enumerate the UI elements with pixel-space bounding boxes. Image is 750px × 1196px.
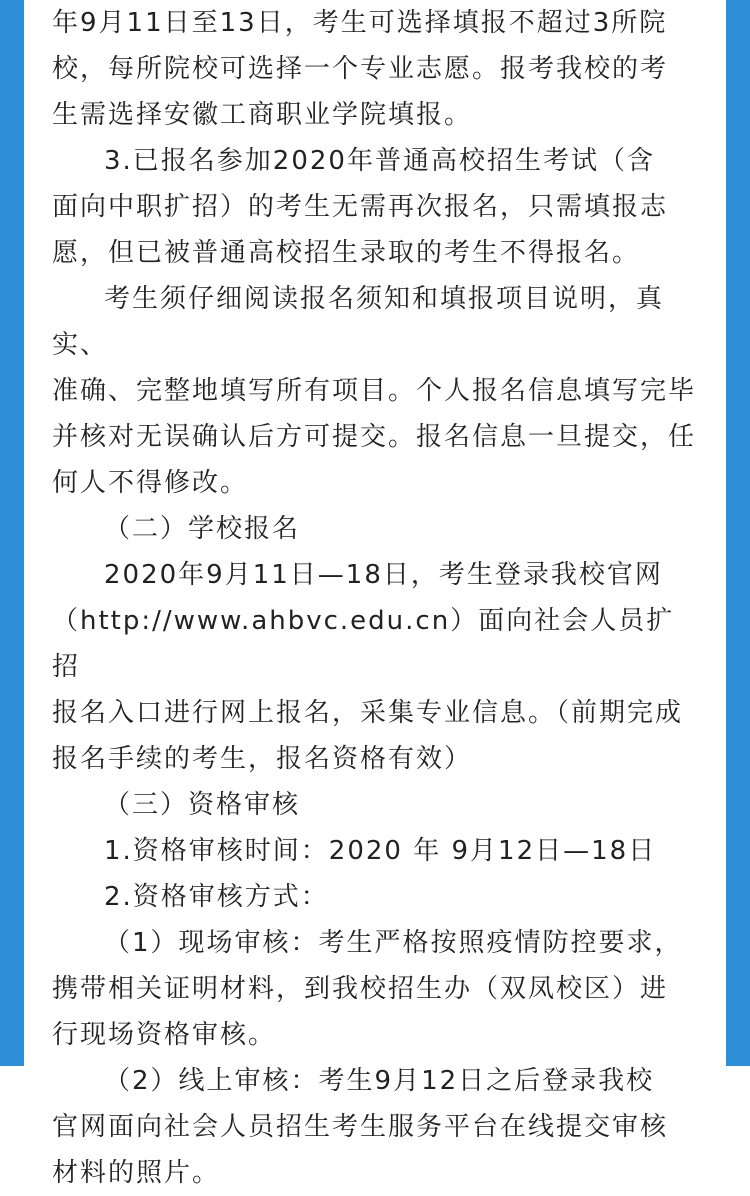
line-14: 报名入口进行网上报名，采集专业信息。（前期完成 bbox=[52, 698, 684, 728]
line-4: 3.已报名参加2020年普通高校招生考试（含 bbox=[104, 146, 655, 176]
line-22: （2）线上审核：考生9月12日之后登录我校 bbox=[104, 1066, 655, 1096]
line-18: 2.资格审核方式： bbox=[104, 882, 329, 912]
line-21: 行现场资格审核。 bbox=[52, 1020, 277, 1050]
line-15: 报名手续的考生，报名资格有效） bbox=[52, 744, 473, 774]
line-8: 准确、完整地填写所有项目。个人报名信息填写完毕 bbox=[52, 376, 697, 406]
line-24: 材料的照片。 bbox=[52, 1158, 221, 1188]
line-7: 考生须仔细阅读报名须知和填报项目说明，真实、 bbox=[52, 284, 665, 360]
section-heading-qualification-review: （三）资格审核 bbox=[104, 790, 301, 820]
line-20: 携带相关证明材料，到我校招生办（双凤校区）进 bbox=[52, 974, 669, 1004]
line-9: 并核对无误确认后方可提交。报名信息一旦提交，任 bbox=[52, 422, 697, 452]
line-2: 校，每所院校可选择一个专业志愿。报考我校的考 bbox=[52, 54, 669, 84]
line-13-url: （http://www.ahbvc.edu.cn）面向社会人员扩招 bbox=[52, 606, 675, 682]
article-body bbox=[52, 0, 702, 1188]
line-17: 1.资格审核时间：2020 年 9月12日—18日 bbox=[104, 836, 657, 866]
line-1: 年9月11日至13日，考生可选择填报不超过3所院 bbox=[52, 8, 668, 38]
line-10: 何人不得修改。 bbox=[52, 468, 249, 498]
right-border bbox=[726, 0, 750, 1066]
line-3: 生需选择安徽工商职业学院填报。 bbox=[52, 100, 473, 130]
line-19: （1）现场审核：考生严格按照疫情防控要求， bbox=[104, 928, 683, 958]
section-heading-school-registration: （二）学校报名 bbox=[104, 514, 301, 544]
line-6: 愿，但已被普通高校招生录取的考生不得报名。 bbox=[52, 238, 641, 268]
line-12: 2020年9月11日—18日，考生登录我校官网 bbox=[104, 560, 663, 590]
line-5: 面向中职扩招）的考生无需再次报名，只需填报志 bbox=[52, 192, 669, 222]
line-23: 官网面向社会人员招生考生服务平台在线提交审核 bbox=[52, 1112, 669, 1142]
left-border bbox=[0, 0, 24, 1066]
